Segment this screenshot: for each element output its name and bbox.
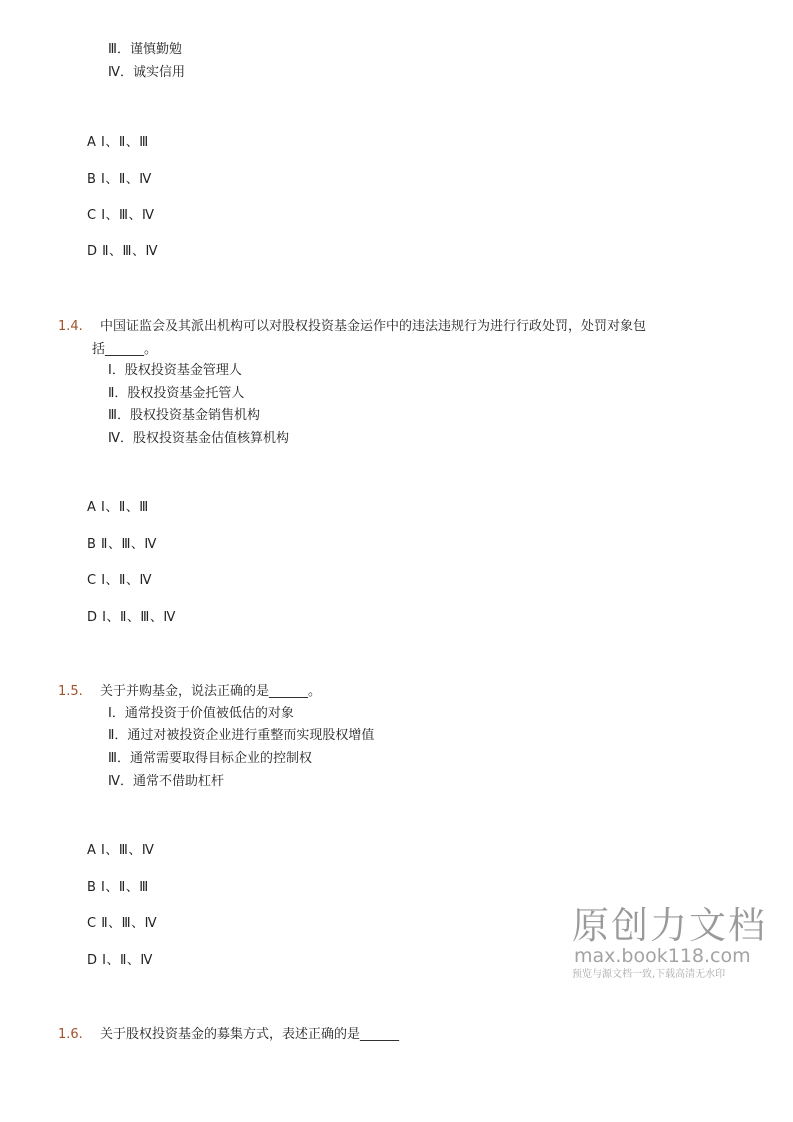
question-stem: 关于并购基金，说法正确的是______。 (100, 684, 322, 699)
answer-option: D Ⅰ、Ⅱ、Ⅳ (87, 953, 153, 968)
statement-item: Ⅰ．通常投资于价值被低估的对象 (108, 706, 294, 721)
watermark-title: 原创力文档 (572, 904, 767, 947)
answer-option: A Ⅰ、Ⅱ、Ⅲ (87, 500, 149, 515)
question-number: 1.4. (58, 319, 83, 334)
answer-option: D Ⅱ、Ⅲ、Ⅳ (87, 244, 159, 259)
question-stem: 关于股权投资基金的募集方式，表述正确的是______ (100, 1027, 400, 1042)
answer-option: C Ⅱ、Ⅲ、Ⅳ (87, 916, 158, 931)
statement-item: Ⅲ．谨慎勤勉 (108, 42, 182, 57)
statement-item: Ⅱ．通过对被投资企业进行重整而实现股权增值 (108, 728, 375, 743)
statement-item: Ⅲ．通常需要取得目标企业的控制权 (108, 751, 312, 766)
statement-item: Ⅳ．股权投资基金估值核算机构 (108, 431, 289, 446)
statement-item: Ⅳ．诚实信用 (108, 65, 185, 80)
watermark-url: max.book118.com (574, 945, 751, 967)
answer-option: C Ⅰ、Ⅱ、Ⅳ (87, 573, 152, 588)
answer-option: A Ⅰ、Ⅲ、Ⅳ (87, 843, 155, 858)
answer-option: C Ⅰ、Ⅲ、Ⅳ (87, 208, 155, 223)
statement-item: Ⅲ．股权投资基金销售机构 (108, 408, 260, 423)
watermark-subtitle: 预览与源文档一致,下载高清无水印 (572, 969, 726, 980)
question-number: 1.6. (58, 1027, 83, 1042)
statement-item: Ⅱ．股权投资基金托管人 (108, 386, 245, 401)
question-stem: 中国证监会及其派出机构可以对股权投资基金运作中的违法违规行为进行行政处罚，处罚对象包 (100, 319, 647, 334)
answer-option: B Ⅰ、Ⅱ、Ⅲ (87, 880, 149, 895)
answer-option: A Ⅰ、Ⅱ、Ⅲ (87, 135, 149, 150)
statement-item: Ⅳ．通常不借助杠杆 (108, 774, 224, 789)
question-number: 1.5. (58, 684, 83, 699)
answer-option: D Ⅰ、Ⅱ、Ⅲ、Ⅳ (87, 610, 176, 625)
answer-option: B Ⅱ、Ⅲ、Ⅳ (87, 537, 157, 552)
answer-option: B Ⅰ、Ⅱ、Ⅳ (87, 172, 152, 187)
statement-item: Ⅰ．股权投资基金管理人 (108, 363, 242, 378)
question-stem-continued: 括______。 (92, 342, 158, 357)
